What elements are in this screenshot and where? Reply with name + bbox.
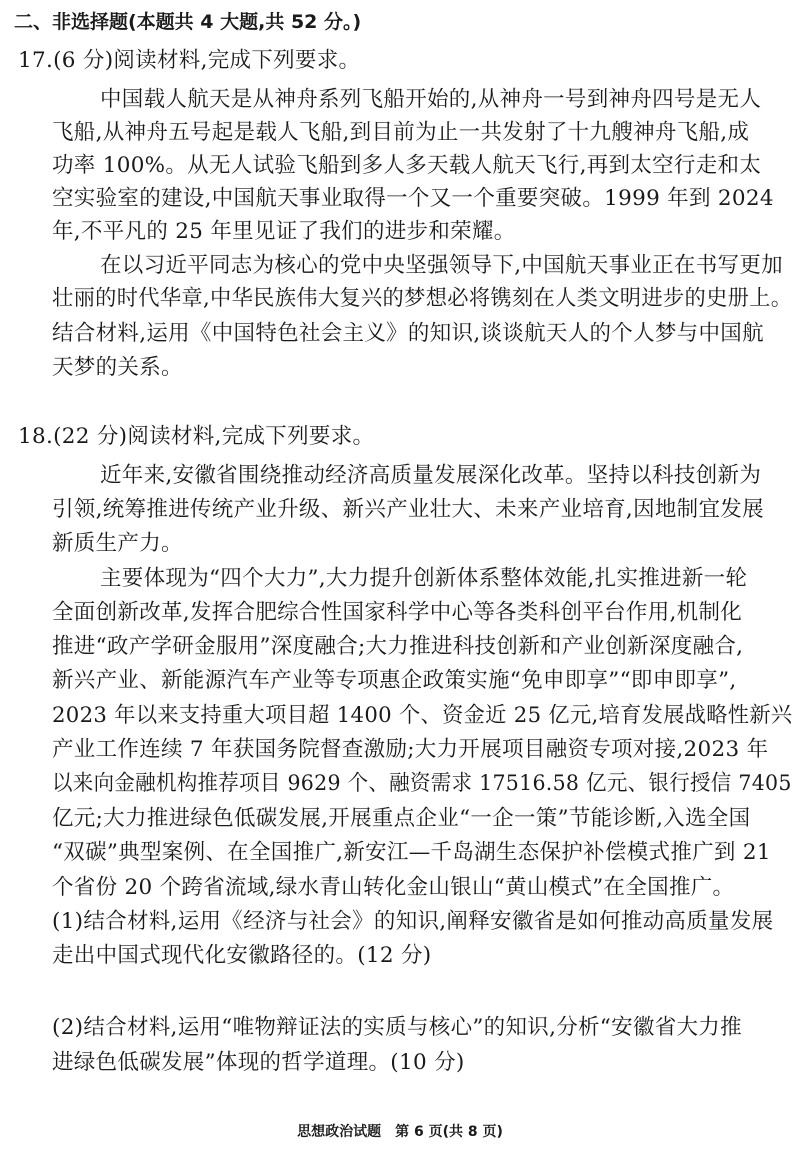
q18-line: 全面创新改革,发挥合肥综合性国家科学中心等各类科创平台作用,机制化	[52, 600, 743, 625]
q17-line: 结合材料,运用《中国特色社会主义》的知识,谈谈航天人的个人梦与中国航	[52, 321, 764, 346]
q18-line: 引领,统筹推进传统产业升级、新兴产业壮大、未来产业培育,因地制宜发展	[52, 497, 764, 522]
q18-header: 18.(22 分)阅读材料,完成下列要求。	[18, 424, 375, 449]
q18-line: 新质生产力。	[52, 531, 183, 556]
q18-line: 近年来,安徽省围绕推动经济高质量发展深化改革。坚持以科技创新为	[100, 463, 762, 488]
q17-header: 17.(6 分)阅读材料,完成下列要求。	[18, 48, 361, 73]
q17-line: 空实验室的建设,中国航天事业取得一个又一个重要突破。1999 年到 2024	[52, 186, 774, 211]
q17-line: 天梦的关系。	[52, 355, 183, 380]
q18-sub2-line: 进绿色低碳发展”体现的哲学道理。(10 分)	[52, 1050, 465, 1075]
q18-line: 个省份 20 个跨省流域,绿水青山转化金山银山“黄山模式”在全国推广。	[52, 875, 735, 900]
q18-sub1-line: 走出中国式现代化安徽路径的。(12 分)	[52, 943, 432, 968]
q18-line: 推进“政产学研金服用”深度融合;大力推进科技创新和产业创新深度融合,	[52, 634, 744, 659]
q17-line: 中国载人航天是从神舟系列飞船开始的,从神舟一号到神舟四号是无人	[100, 87, 762, 112]
q18-line: 以来向金融机构推荐项目 9629 个、融资需求 17516.58 亿元、银行授信 7405	[52, 771, 792, 796]
q18-sub2-line: (2)结合材料,运用“唯物辩证法的实质与核心”的知识,分析“安徽省大力推	[52, 1015, 742, 1040]
q17-line: 在以习近平同志为核心的党中央坚强领导下,中国航天事业正在书写更加	[100, 253, 783, 278]
q17-line: 壮丽的时代华章,中华民族伟大复兴的梦想必将镌刻在人类文明进步的史册上。	[52, 286, 793, 311]
q18-line: 产业工作连续 7 年获国务院督查激励;大力开展项目融资专项对接,2023 年	[52, 737, 769, 762]
q18-line: “双碳”典型案例、在全国推广,新安江—千岛湖生态保护补偿模式推广到 21	[52, 840, 771, 865]
q18-line: 亿元;大力推进绿色低碳发展,开展重点企业“一企一策”节能诊断,入选全国	[52, 806, 751, 831]
q18-line: 2023 年以来支持重大项目超 1400 个、资金近 25 亿元,培育发展战略性新兴	[52, 703, 793, 728]
q18-sub1-line: (1)结合材料,运用《经济与社会》的知识,阐释安徽省是如何推动高质量发展	[52, 909, 774, 934]
q17-line: 功率 100%。从无人试验飞船到多人多天载人航天飞行,再到太空行走和太	[52, 153, 762, 178]
q17-line: 年,不平凡的 25 年里见证了我们的进步和荣耀。	[52, 219, 516, 244]
q18-line: 主要体现为“四个大力”,大力提升创新体系整体效能,扎实推进新一轮	[100, 566, 748, 591]
q18-line: 新兴产业、新能源汽车产业等专项惠企政策实施“免申即享”“即申即享”,	[52, 668, 737, 693]
page-footer: 思想政治试题 第 6 页(共 8 页)	[297, 1124, 503, 1140]
q17-line: 飞船,从神舟五号起是载人飞船,到目前为止一共发射了十九艘神舟飞船,成	[52, 120, 750, 145]
section-title: 二、非选择题(本题共 4 大题,共 52 分。)	[14, 11, 362, 33]
